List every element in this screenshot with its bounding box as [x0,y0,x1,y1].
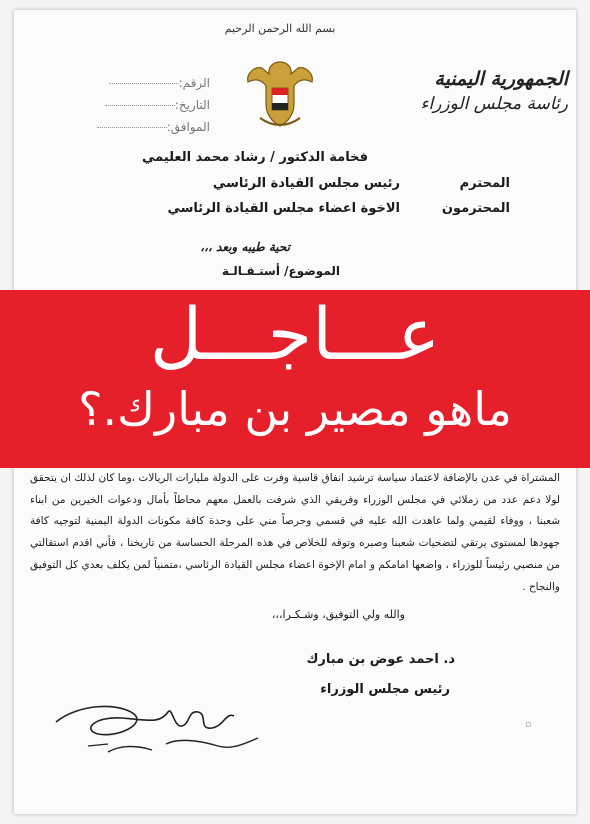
body-paragraph: المشتراة في عدن بالإضافة لاعتماد سياسة ترشيد انفاق قاسية وفرت على الدولة مليارات الريالات ،وما كان لذلك ان يتحقق لولا دعم عدد من زملائي في مجلس الوزراء وفريقي الذي شرفت بالعمل معهم محاطاً بأمال ودعوات الخيرين من ابناء شعبنا ، ووفاء لقيمي ولما عاهدت الله عليه في قسمي وحرصاً مني على وحدة كافة مكونات الدولة اليمنية لتوجيه كافة جهودها لمستوى يرتقي لتضحيات شعبنا وصبره وتوقه للخلاص في هذه المرحلة الحساسة من تاريخنا ، فأني اقدم استقالتي من منصبي رئيساً للوزراء ، واضعها امامكم و امام الإخوة اعضاء مجلس القيادة الرئاسي ،متمنياً لمن يكلف بعدي كل التوفيق والنجاح . [30,472,560,593]
urgent-banner-question: ماهو مصير بن مبارك.؟ [78,382,512,436]
ref-number-row: الرقم: [70,72,210,94]
reference-fields [70,72,210,138]
addressee-line-2: رئيس مجلس القيادة الرئاسي [212,176,400,191]
ref-corresponding-row: الموافق: [70,116,210,138]
republic-name: الجمهورية اليمنية [434,68,568,90]
addressee-line-1: فخامة الدكتور / رشاد محمد العليمي [141,150,368,165]
addressee-line-3-suffix: المحترمون [441,201,510,216]
basmala: بسم الله الرحمن الرحيم [224,22,336,35]
signatory-name: د. احمد عوض بن مبارك [306,652,455,667]
subject: الموضوع/ أستـقـالـة [221,264,340,278]
signatory-title: رئيس مجلس الوزراء [320,682,450,697]
letterhead [421,68,569,114]
yemen-emblem-icon [242,52,318,132]
urgent-banner-title: عـــاجـــل [149,292,441,376]
closing-line: والله ولي التوفيق، وشـكـرا،،، [271,608,405,621]
handwritten-signature-icon [48,694,278,764]
ref-date-row: التاريخ: [70,94,210,116]
letter-body [30,468,560,598]
office-name: رئاسة مجلس الوزراء [420,94,568,114]
page-mark: ▫ [525,720,532,730]
urgent-banner [0,290,590,468]
ref-number-label: الرقم [182,76,210,90]
ref-corresponding-label: الموافق [170,120,210,134]
addressee-line-3: الاخوة اعضاء مجلس القيادة الرئاسي [167,201,400,216]
ref-date-label: التاريخ [178,98,210,112]
addressee-line-2-suffix: المحترم [459,176,510,191]
greeting: تحية طيبه وبعد ،،، [200,240,290,254]
